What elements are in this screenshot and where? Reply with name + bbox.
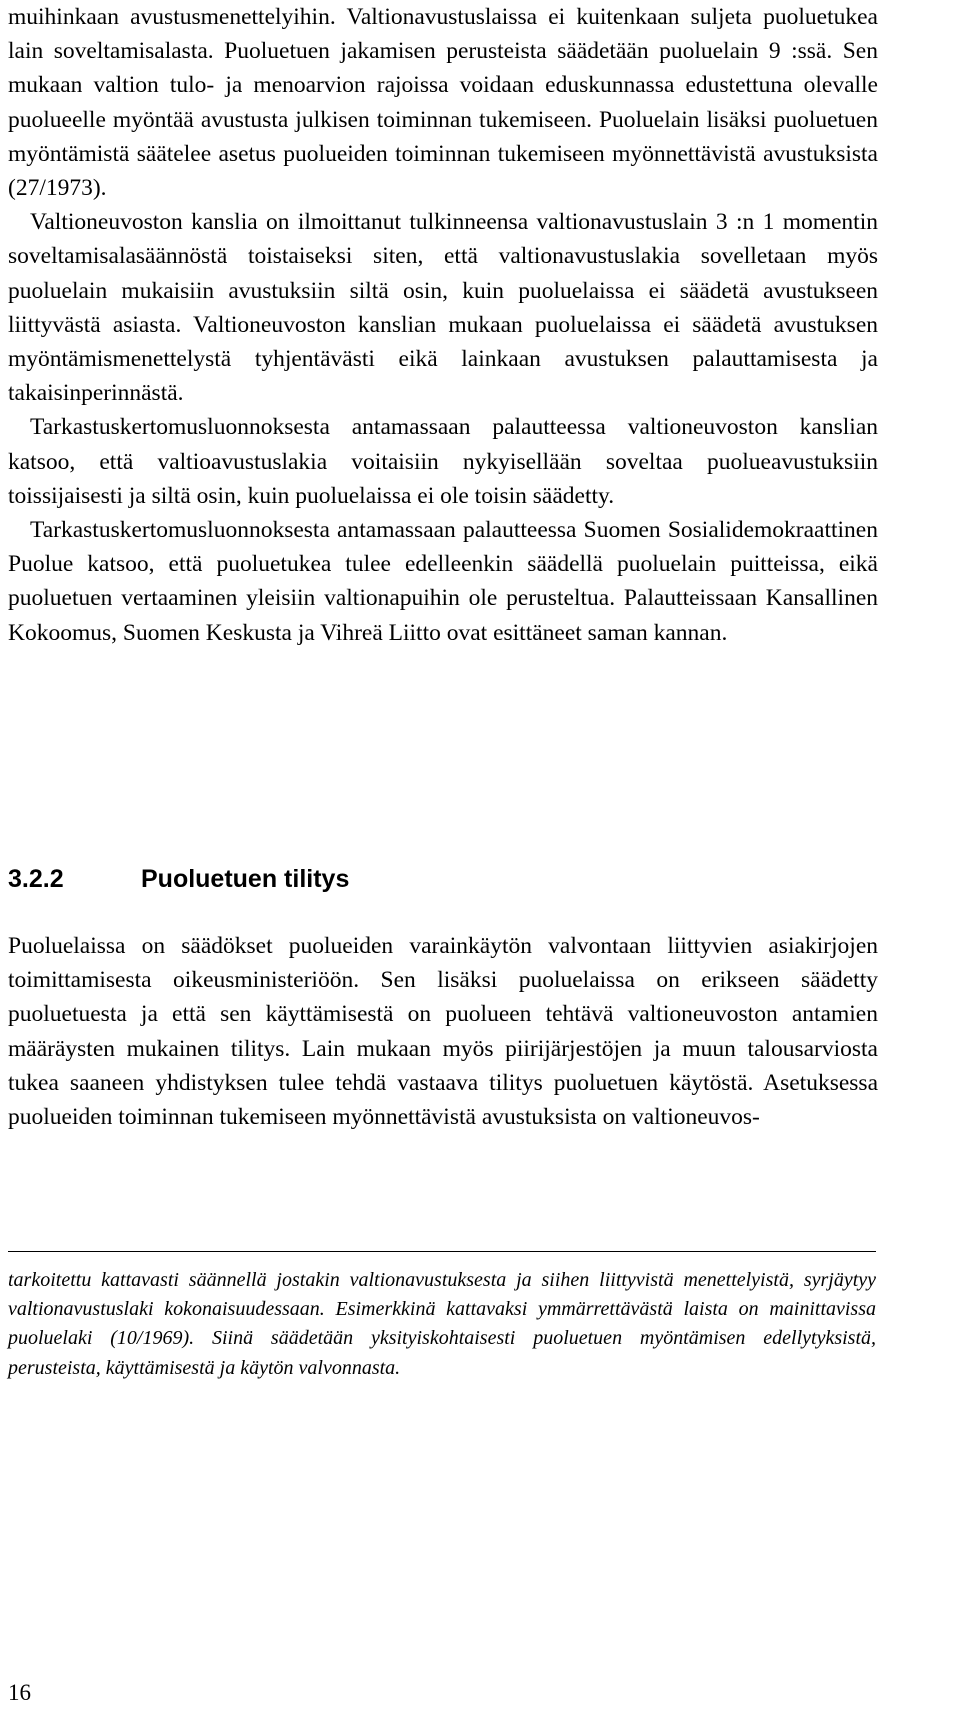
section-body [8,929,878,1134]
section-number: 3.2.2 [8,865,64,893]
paragraph-avustusmenettely: muihinkaan avustusmenettelyihin. Valtionavustuslaissa ei kuitenkaan suljeta puoluetukea lain soveltamisalasta. Puoluetuen jakamisen perusteista säädetään puoluelain 9 :ssä. Sen mukaan valtion tulo- ja menoarvion rajoissa voidaan eduskunnassa edustettuna olevalle puolueelle myöntää avustusta julkisen toiminnan tukemiseen. Puoluelain lisäksi puoluetuen myöntämistä säätelee asetus puolueiden toiminnan tukemiseen myönnettävistä avustuksista (27/1973). [8,4,878,202]
page-number: 16 [8,1680,31,1705]
section-title: Puoluetuen tilitys [141,865,350,893]
paragraph-puolueiden-palaute: Tarkastuskertomusluonnoksesta antamassaan palautteessa Suomen Sosialidemokraattinen Puolue katsoo, että puoluetukea tulee edelleenkin säädellä puoluelain puitteissa, eikä puoluetuen vertaaminen yleisiin valtionapuihin ole perusteltua. Palautteissaan Kansallinen Kokoomus, Suomen Keskusta ja Vihreä Liitto ovat esittäneet saman kannan. [8,517,878,646]
section-heading [8,862,349,896]
paragraph-kanslian-palaute: Tarkastuskertomusluonnoksesta antamassaan palautteessa valtioneuvoston kanslian katsoo, että valtioavustuslakia voitaisiin nykyisellään soveltaa puolueavustuksiin toissijaisesti ja siltä osin, kuin puoluelaissa ei ole toisin säädetty. [8,414,878,509]
footnote: tarkoitettu kattavasti säännellä jostakin valtionavustuksesta ja siihen liittyvistä menettelyistä, syrjäytyy valtionavustuslaki kokonaisuudessaan. Esimerkkinä kattavaksi ymmärrettävästä laista on mainittavissa puoluelaki (10/1969). Siinä säädetään yksityiskohtaisesti puoluetuen myöntämisen edellytyksistä, perusteista, käyttämisestä ja käytön valvonnasta. [8,1269,876,1379]
footnote-divider [8,1251,876,1252]
paragraph-valtioneuvoston-kanslia: Valtioneuvoston kanslia on ilmoittanut tulkinneensa valtionavustuslain 3 :n 1 momentin soveltamisalasäännöstä toistaiseksi siten, että valtionavustuslakia sovelletaan myös puoluelain mukaisiin avustuksiin siltä osin, kuin puoluelaissa ei säädetä avustukseen liittyvästä asiasta. Valtioneuvoston kanslian mukaan puoluelaissa ei säädetä avustuksen myöntämismenettelystä tyhjentävästi eikä lainkaan avustuksen palauttamisesta ja takaisinperinnästä. [8,209,878,407]
paragraph-tilitys: Puoluelaissa on säädökset puolueiden varainkäytön valvontaan liittyvien asiakirjojen toimittamisesta oikeusministeriöön. Sen lisäksi puoluelaissa on erikseen säädetty puoluetuesta ja että sen käyttämisestä on puolueen tehtävä valtioneuvoston antamien määräysten mukainen tilitys. Lain mukaan myös piirijärjestöjen ja muun talousarviosta tukea saaneen yhdistyksen tulee tehdä vastaava tilitys puoluetuen käytöstä. Asetuksessa puolueiden toiminnan tukemiseen myönnettävistä avustuksista on valtioneuvos- [8,933,878,1131]
body-text [8,0,878,650]
